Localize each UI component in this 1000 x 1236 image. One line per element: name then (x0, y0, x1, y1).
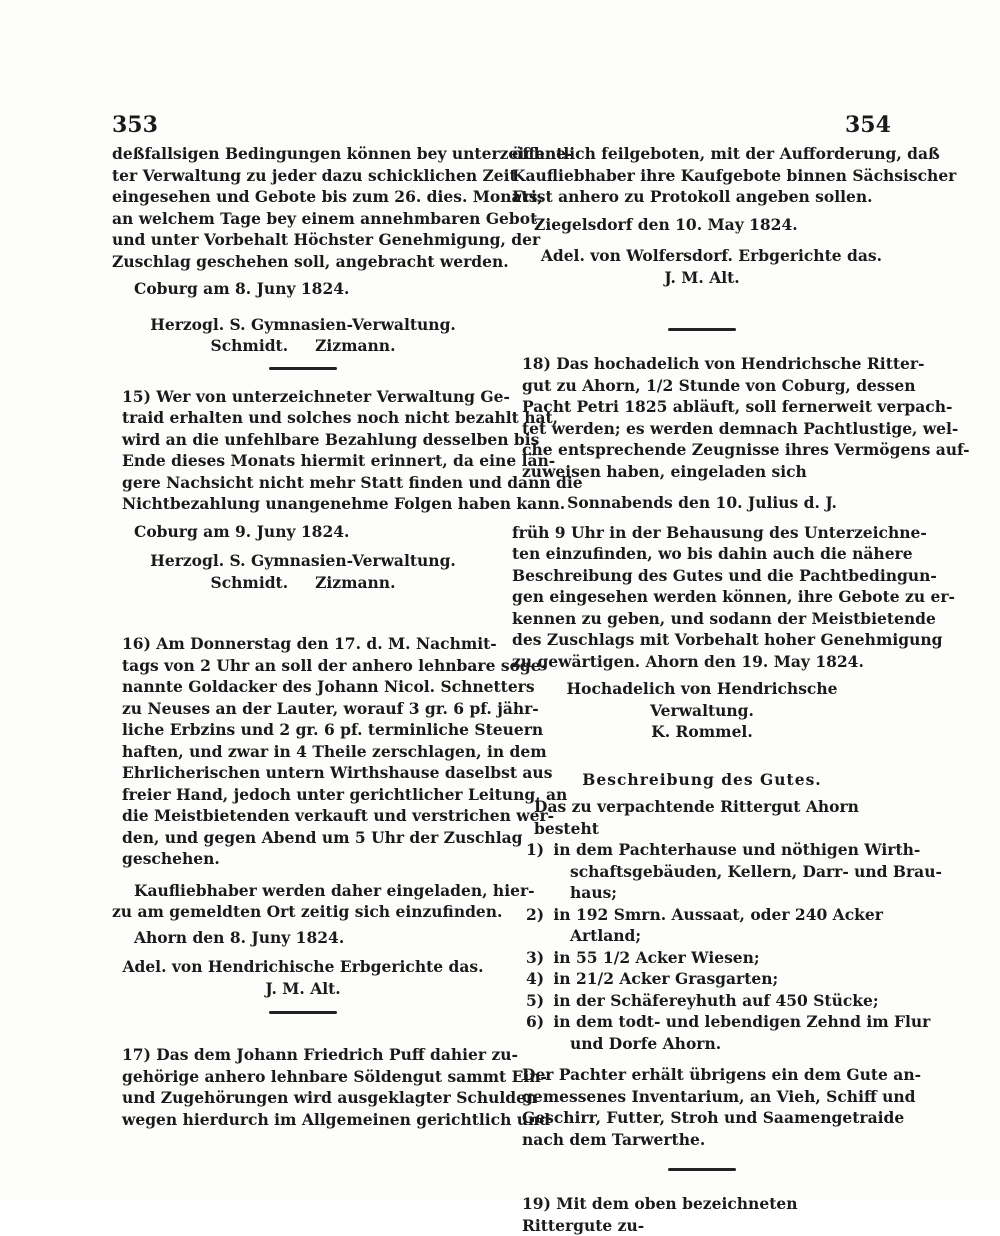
text-line: deßfallsigen Bedingungen können bey unterzeichne- (112, 144, 573, 163)
notice-16-invitation (112, 880, 535, 923)
list-item (526, 968, 892, 990)
section-divider (668, 1168, 736, 1171)
list-item-number: 5) (526, 990, 545, 1010)
text-line: Pacht Petri 1825 abläuft, soll fernerweit verpach- (522, 397, 953, 416)
text-line: gemessenes Inventarium, an Vieh, Schiff und (522, 1086, 916, 1106)
text-line: wegen hierdurch im Allgemeinen gerichtlich und (122, 1109, 551, 1129)
text-line: 15) Wer von unterzeichneter Verwaltung Ge- (122, 386, 510, 406)
text-line: 17) Das dem Johann Friedrich Puff dahier zu- (122, 1045, 518, 1064)
dateline: Ziegelsdorf den 10. May 1824. (534, 214, 798, 234)
dateline: Coburg am 9. Juny 1824. (134, 521, 350, 541)
notice-18-details (512, 522, 955, 673)
text-line: Ende dieses Monats hiermit erinnert, da eine län- (122, 451, 556, 470)
text-line: nach dem Tarwerthe. (522, 1129, 706, 1149)
left-intro-paragraph (112, 143, 573, 272)
text-line: ten einzufinden, wo bis dahin auch die nähere (512, 544, 913, 563)
notice-15 (112, 386, 583, 515)
text-line: des Zuschlags mit Vorbehalt hoher Genehmigung (512, 630, 943, 649)
text-line: Beschreibung des Gutes und die Pachtbedingun- (512, 565, 937, 585)
signature-title: Adel. von Wolfersdorf. Erbgerichte das. (540, 246, 882, 265)
text-line: gehörige anhero lehnbare Söldengut sammt Ein- (122, 1066, 547, 1086)
description-intro: Das zu verpachtende Rittergut Ahorn besteht (534, 797, 859, 838)
appointment-date: Sonnabends den 10. Julius d. J. (567, 493, 837, 512)
text-line: früh 9 Uhr in der Behausung des Unterzeichne- (512, 522, 927, 542)
text-line: tet werden; es werden demnach Pachtlustige, wel- (522, 418, 959, 438)
dateline: Coburg am 8. Juny 1824. (134, 279, 350, 298)
text-line: haften, und zwar in 4 Theile zerschlagen, in dem (122, 741, 547, 761)
list-item (526, 1011, 931, 1054)
text-line: Ehrlicherischen untern Wirthshause daselbst aus (122, 763, 553, 782)
text-line: Nichtbezahlung unangenehme Folgen haben kann. (122, 494, 566, 513)
text-line: Zuschlag geschehen soll, angebracht werden. (112, 251, 509, 271)
notice-17 (112, 1044, 551, 1130)
signature-title: Herzogl. S. Gymnasien-Verwaltung. (150, 314, 456, 334)
list-item (526, 904, 892, 947)
text-line: traid erhalten und solches noch nicht bezahlt hat, (122, 408, 559, 427)
section-divider (269, 367, 337, 370)
right-intro-paragraph (512, 143, 957, 208)
list-item (526, 839, 942, 904)
text-line: und Zugehörungen wird ausgeklagter Schulden (122, 1088, 538, 1107)
text-line: zu Neuses an der Lauter, worauf 3 gr. 6 pf. jähr- (122, 698, 539, 718)
text-line: an welchem Tage bey einem annehmbaren Gebot (112, 208, 538, 228)
text-line: öffentlich feilgeboten, mit der Aufforderung, daß (512, 144, 940, 163)
text-line: Der Pachter erhält übrigens ein dem Gute an- (522, 1065, 922, 1084)
signature-names: Schmidt. Zizmann. (210, 336, 396, 355)
text-line: ter Verwaltung zu jeder dazu schicklichen Zeit (112, 165, 517, 185)
list-item-continuation: Artland; (570, 926, 642, 945)
right-column (512, 143, 970, 1236)
text-line: kennen zu geben, und sodann der Meistbietende (512, 608, 936, 628)
list-item-number: 1) (526, 840, 545, 859)
notice-19: 19) Mit dem oben bezeichneten Rittergute zu- (522, 1194, 798, 1235)
signature-names: Schmidt. Zizmann. (210, 572, 396, 592)
text-line: und unter Vorbehalt Höchster Genehmigung, der (112, 230, 541, 249)
signature-title: Adel. von Hendrichische Erbgerichte das. (122, 957, 484, 976)
right-page-number: 354 (845, 112, 891, 138)
signature-names: K. Rommel. (651, 722, 753, 741)
text-line: zu gewärtigen. Ahorn den 19. May 1824. (512, 651, 864, 671)
left-column (112, 143, 583, 1130)
description-list (512, 839, 942, 1054)
text-line: zuweisen haben, eingeladen sich (522, 461, 807, 481)
text-line: 16) Am Donnerstag den 17. d. M. Nachmit- (122, 634, 497, 653)
text-line: eingesehen und Gebote bis zum 26. dies. Monats, (112, 187, 543, 206)
text-line: zu am gemeldten Ort zeitig sich einzufinden. (112, 902, 503, 921)
text-line: Kaufliebhaber werden daher eingeladen, hier- (134, 880, 535, 900)
signature-names: J. M. Alt. (265, 978, 341, 998)
text-line: geschehen. (122, 849, 220, 868)
signature-names: J. M. Alt. (664, 267, 740, 287)
text-line: 18) Das hochadelich von Hendrichsche Ritter- (522, 354, 925, 373)
text-line: gut zu Ahorn, 1/2 Stunde von Coburg, dessen (522, 375, 916, 395)
dateline: Ahorn den 8. Juny 1824. (134, 927, 345, 947)
list-item (526, 990, 892, 1012)
signature-title: Herzogl. S. Gymnasien-Verwaltung. (150, 551, 456, 570)
text-line: gere Nachsicht nicht mehr Statt finden und dann die (122, 472, 583, 492)
list-item (526, 947, 892, 969)
list-item-continuation: schaftsgebäuden, Kellern, Darr- und Brau- (570, 861, 942, 881)
section-divider (668, 328, 736, 331)
description-heading: Beschreibung des Gutes. (582, 769, 822, 789)
list-item-continuation: haus; (570, 883, 618, 902)
left-page-number: 353 (112, 112, 158, 138)
notice-16 (112, 633, 568, 870)
list-item-number: 3) (526, 947, 545, 967)
list-item-text: in 21/2 Acker Grasgarten; (553, 969, 779, 988)
text-line: tags von 2 Uhr an soll der anhero lehnbare soge- (122, 655, 548, 675)
list-item-continuation: und Dorfe Ahorn. (570, 1033, 722, 1053)
text-line: gen eingesehen werden können, ihre Gebote zu er- (512, 587, 955, 606)
closing-paragraph (512, 1064, 922, 1150)
list-item-text: in der Schäfereyhuth auf 450 Stücke; (553, 990, 879, 1010)
text-line: freier Hand, jedoch unter gerichtlicher Leitung, an (122, 784, 568, 804)
text-line: che entsprechende Zeugnisse ihres Vermögens auf- (522, 440, 970, 459)
list-item-number: 6) (526, 1012, 545, 1031)
list-item-number: 4) (526, 969, 545, 988)
text-line: Frist anhero zu Protokoll angeben sollen. (512, 187, 873, 206)
signature-title: Hochadelich von Hendrichsche Verwaltung. (566, 679, 838, 720)
text-line: Geschirr, Futter, Stroh und Saamengetraide (522, 1108, 905, 1127)
text-line: den, und gegen Abend um 5 Uhr der Zuschlag (122, 827, 523, 847)
list-item-text: in 55 1/2 Acker Wiesen; (553, 947, 760, 967)
list-item-text: in dem todt- und lebendigen Zehnd im Flur (553, 1012, 931, 1031)
list-item-text: in 192 Smrn. Aussaat, oder 240 Acker (553, 904, 883, 924)
text-line: die Meistbietenden verkauft und verstrichen wer- (122, 806, 555, 825)
text-line: Kaufliebhaber ihre Kaufgebote binnen Sächsischer (512, 165, 957, 185)
notice-18 (512, 353, 970, 482)
list-item-text: in dem Pachterhause und nöthigen Wirth- (553, 840, 921, 859)
text-line: wird an die unfehlbare Bezahlung desselben bis (122, 429, 540, 449)
list-item-number: 2) (526, 904, 545, 924)
section-divider (269, 1011, 337, 1014)
text-line: nannte Goldacker des Johann Nicol. Schnetters (122, 677, 535, 696)
text-line: liche Erbzins und 2 gr. 6 pf. terminliche Steuern (122, 720, 544, 739)
